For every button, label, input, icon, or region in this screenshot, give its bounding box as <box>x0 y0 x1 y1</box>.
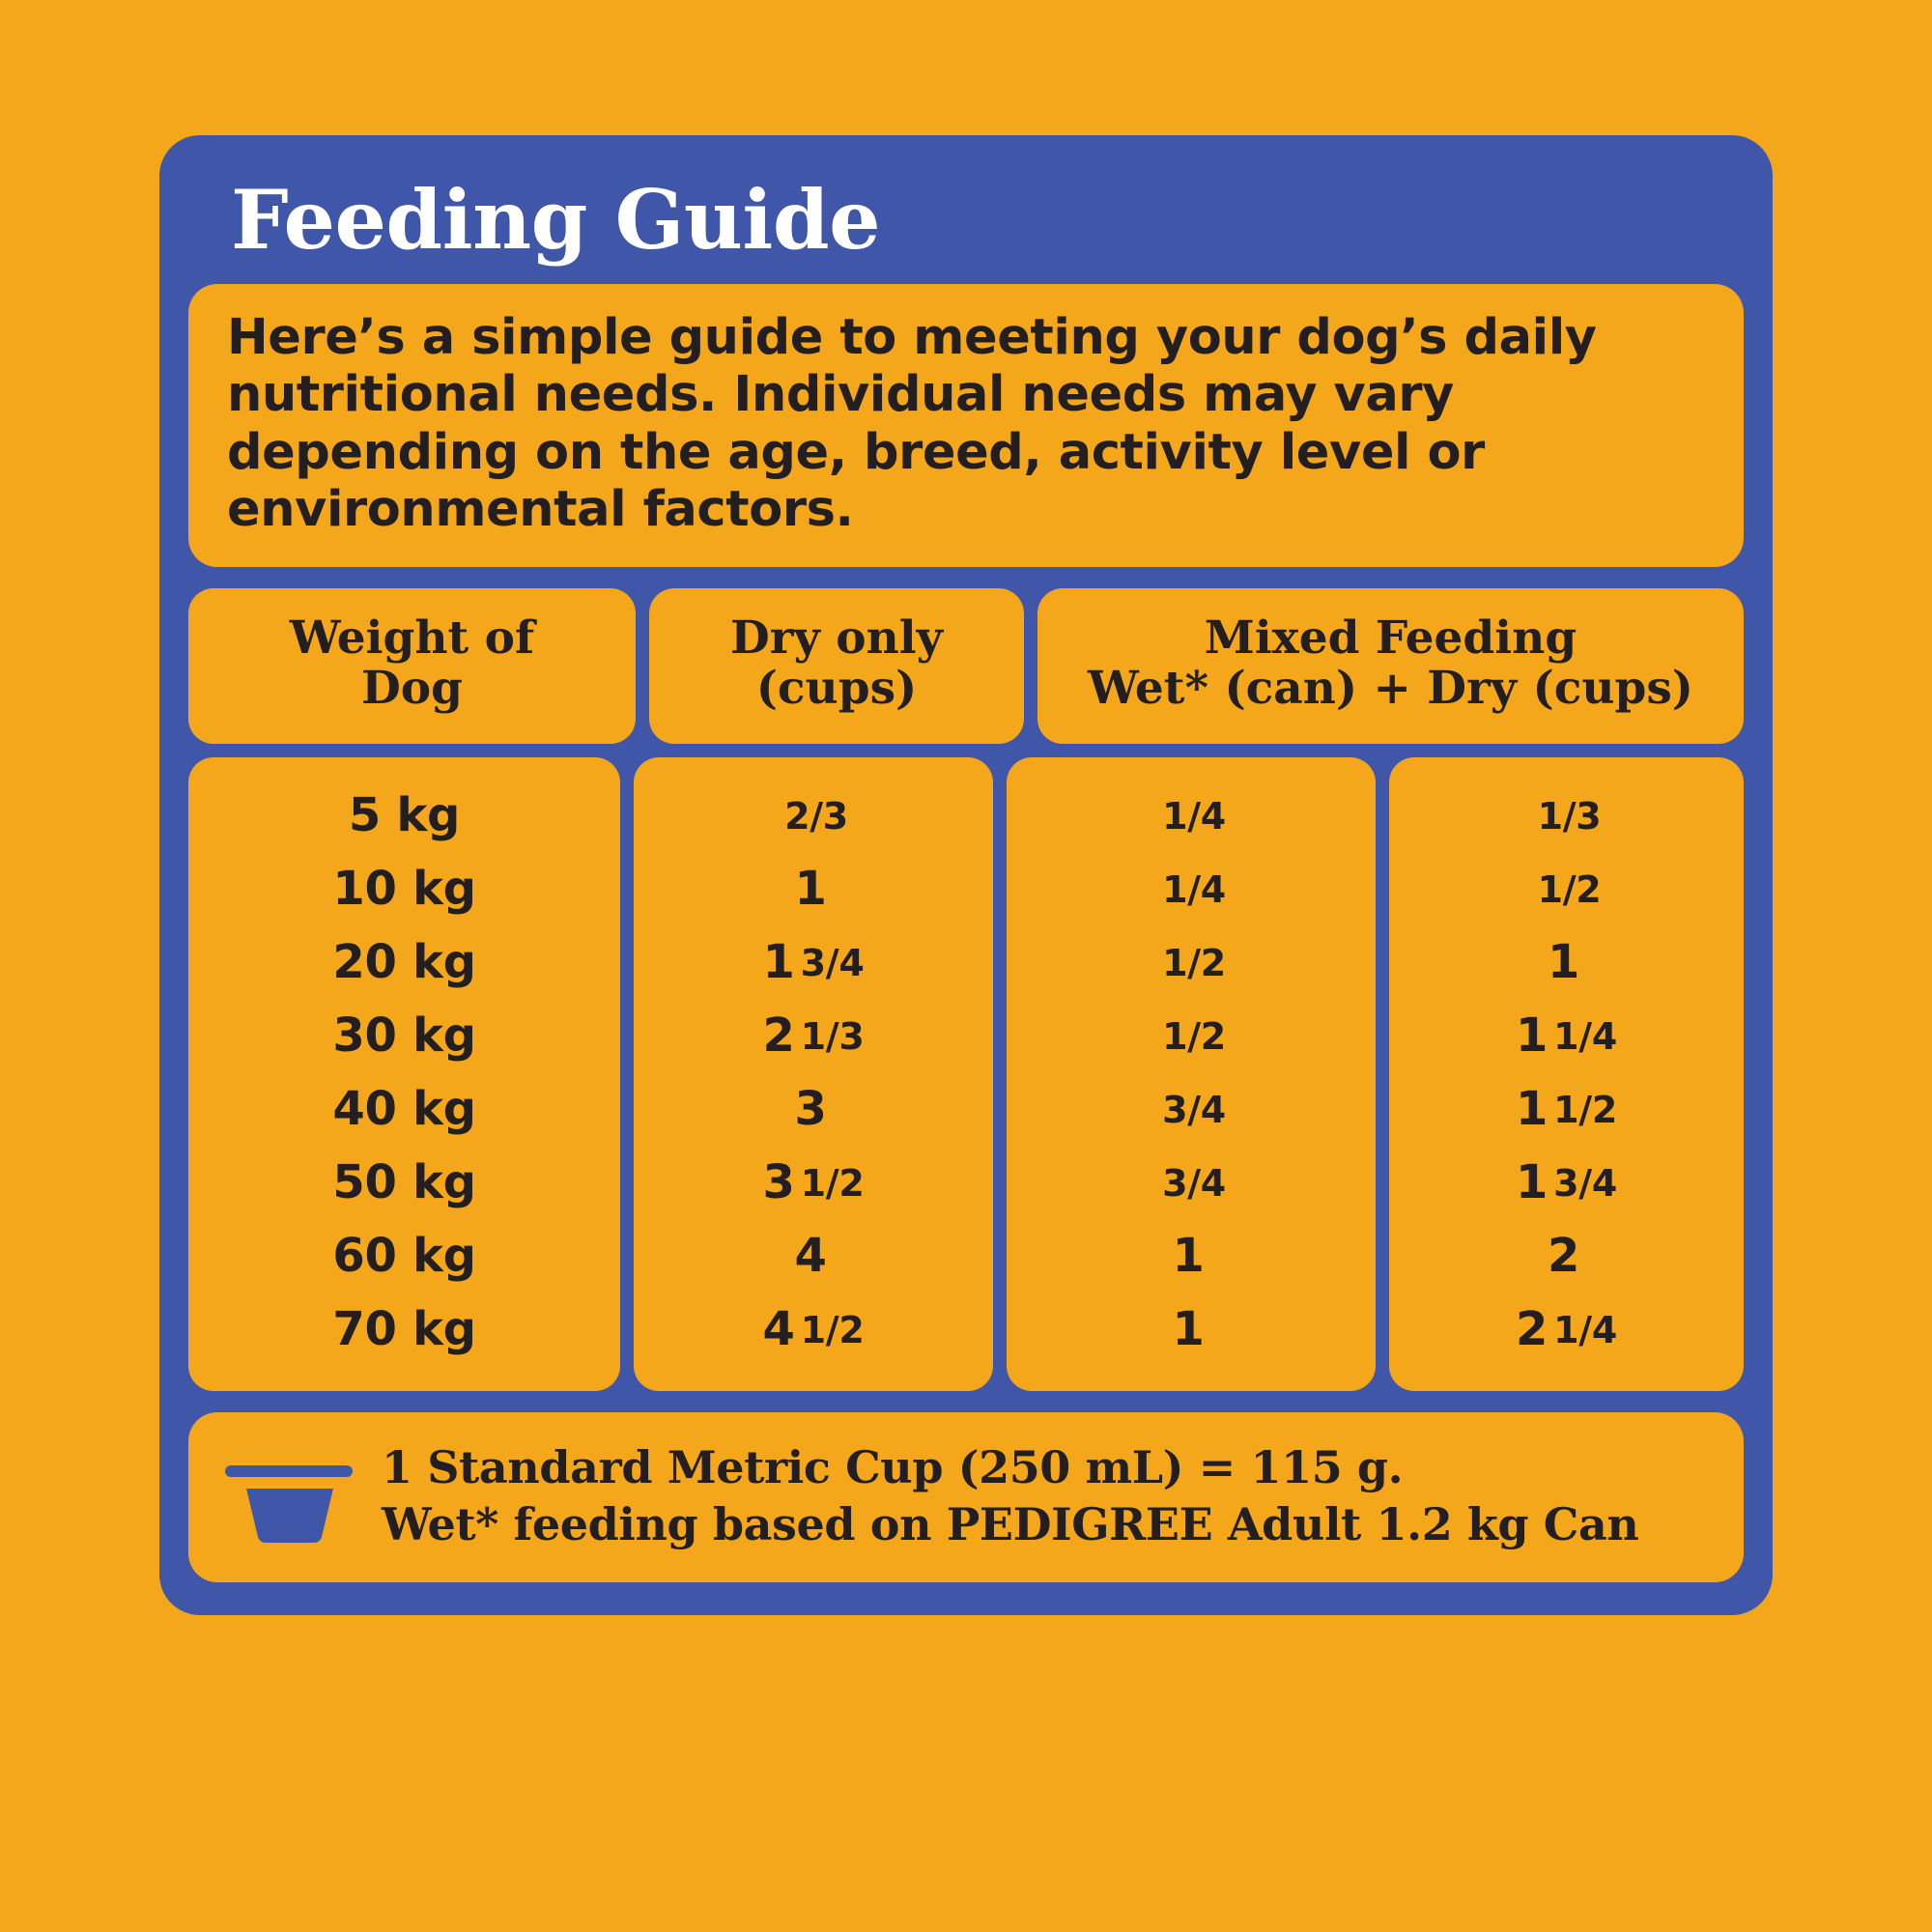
table-cell: 1/4 <box>1162 795 1226 838</box>
table-cell: 2 1/4 <box>1516 1302 1617 1357</box>
table-cell: 70 kg <box>332 1302 476 1357</box>
column-header-mixed <box>1037 588 1744 744</box>
table-cell: 1/4 <box>1162 868 1226 912</box>
table-cell: 3 <box>794 1082 827 1137</box>
column-header-dry-line1: Dry only <box>730 611 943 665</box>
footer-note-line1: 1 Standard Metric Cup (250 mL) = 115 g. <box>382 1441 1404 1494</box>
table-body <box>188 757 1744 1391</box>
table-cell: 1/2 <box>1162 942 1226 985</box>
column-dry-values <box>634 757 993 1391</box>
table-header-row <box>188 588 1744 744</box>
table-cell: 1 <box>1172 1302 1205 1357</box>
table-cell: 2 1/3 <box>762 1009 865 1064</box>
table-cell: 2 <box>1547 1229 1580 1284</box>
table-cell: 1 3/4 <box>762 935 865 990</box>
intro-text: Here’s a simple guide to meeting your dog’s daily nutritional needs. Individual needs may vary depending on the age, breed, activity level or environmental factors. <box>227 309 1597 538</box>
table-cell: 1/2 <box>1537 868 1602 912</box>
table-cell: 1 <box>1547 935 1580 990</box>
column-mixed-dry-values <box>1389 757 1744 1391</box>
table-cell: 1/2 <box>1162 1015 1226 1059</box>
table-cell: 60 kg <box>332 1229 476 1284</box>
footer-note-text <box>382 1439 1638 1553</box>
column-header-mixed-line1: Mixed Feeding <box>1204 611 1577 665</box>
column-header-dry <box>649 588 1024 744</box>
table-cell: 1 <box>1172 1229 1205 1284</box>
column-weight-values <box>188 757 620 1391</box>
table-cell: 2/3 <box>784 795 848 838</box>
column-header-weight-line2: Dog <box>361 662 463 716</box>
table-cell: 1 3/4 <box>1516 1155 1617 1210</box>
table-cell: 3/4 <box>1162 1089 1226 1132</box>
column-header-weight-line1: Weight of <box>289 611 535 665</box>
table-cell: 5 kg <box>348 788 461 843</box>
table-cell: 4 <box>794 1229 827 1284</box>
column-header-weight <box>188 588 636 744</box>
table-cell: 4 1/2 <box>762 1302 865 1357</box>
column-mixed-wet-values <box>1007 757 1376 1391</box>
table-cell: 50 kg <box>332 1155 476 1210</box>
table-cell: 3/4 <box>1162 1162 1226 1206</box>
column-header-dry-line2: (cups) <box>755 662 918 716</box>
feeding-guide-panel <box>159 135 1773 1615</box>
table-cell: 40 kg <box>332 1082 476 1137</box>
measuring-cup-icon <box>221 1450 356 1543</box>
table-cell: 1 <box>794 862 827 917</box>
column-header-mixed-line2: Wet* (can) + Dry (cups) <box>1087 662 1694 716</box>
page-title: Feeding Guide <box>231 172 881 268</box>
table-cell: 1 1/2 <box>1516 1082 1617 1137</box>
table-cell: 1 1/4 <box>1516 1009 1617 1064</box>
table-cell: 20 kg <box>332 935 476 990</box>
table-cell: 3 1/2 <box>762 1155 865 1210</box>
table-cell: 30 kg <box>332 1009 476 1064</box>
table-cell: 1/3 <box>1537 795 1602 838</box>
feeding-table <box>188 588 1744 1391</box>
table-cell: 10 kg <box>332 862 476 917</box>
intro-text-card <box>188 284 1744 567</box>
footer-note-line2: Wet* feeding based on PEDIGREE Adult 1.2 kg Can <box>382 1497 1639 1550</box>
footer-note-card <box>188 1412 1744 1582</box>
